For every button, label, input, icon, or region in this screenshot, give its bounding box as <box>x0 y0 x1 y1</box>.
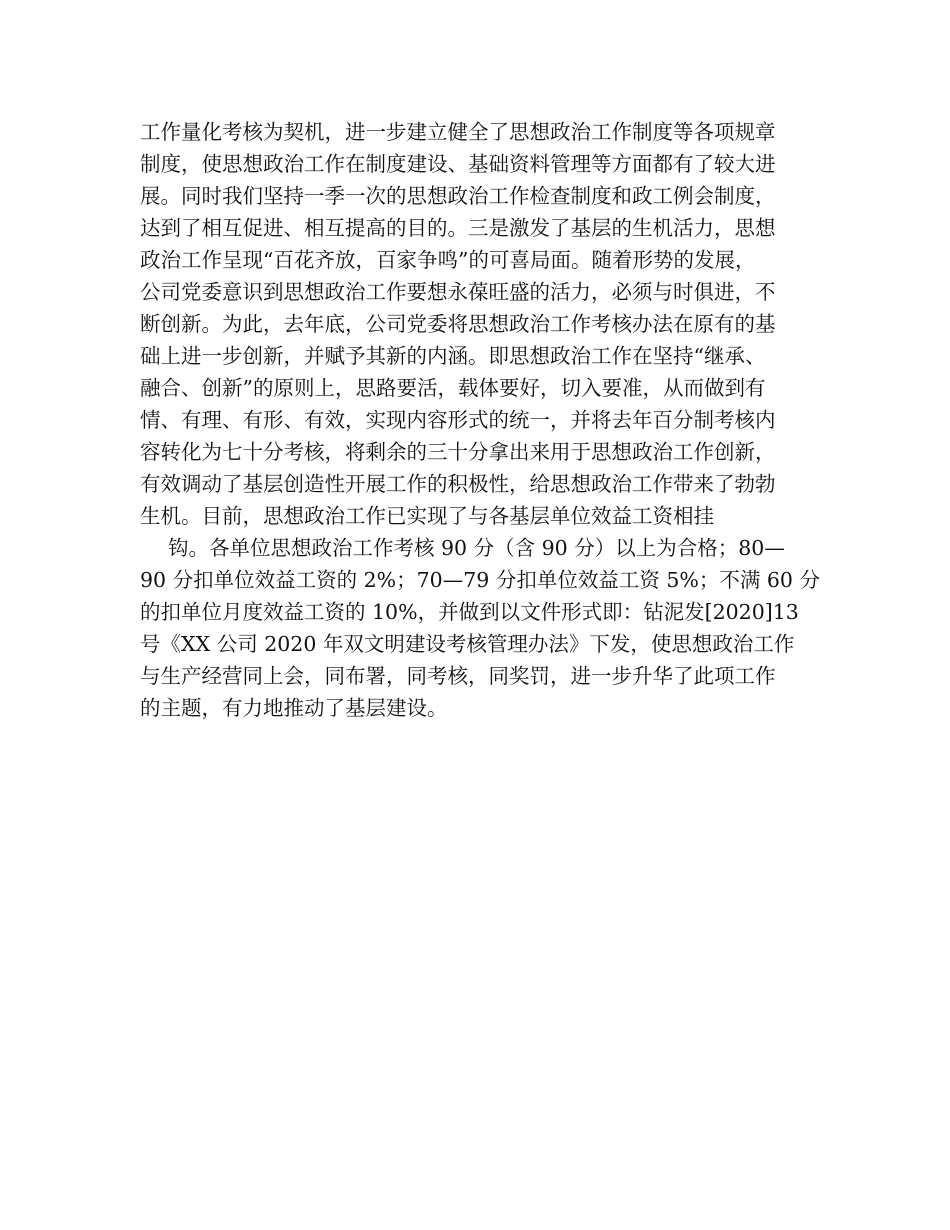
text-line: 展。同时我们坚持一季一次的思想政治工作检查制度和政工例会制度， <box>140 184 776 208</box>
text-line: 情、有理、有形、有效，实现内容形式的统一，并将去年百分制考核内 <box>140 408 776 432</box>
text-line: 础上进一步创新，并赋予其新的内涵。即思想政治工作在坚持“继承、 <box>140 344 766 368</box>
text-line: 公司党委意识到思想政治工作要想永葆旺盛的活力，必须与时俱进，不 <box>140 280 776 304</box>
text-line: 容转化为七十分考核，将剩余的三十分拿出来用于思想政治工作创新， <box>140 440 776 464</box>
document-body <box>140 116 820 724</box>
text-line: 的主题，有力地推动了基层建设。 <box>140 696 448 720</box>
paragraph-1 <box>140 116 820 532</box>
text-line: 钩。各单位思想政治工作考核 90 分（含 90 分）以上为合格；80— <box>168 536 785 560</box>
text-line: 90 分扣单位效益工资的 2%；70—79 分扣单位效益工资 5%；不满 60 分 <box>140 568 820 592</box>
text-line: 有效调动了基层创造性开展工作的积极性，给思想政治工作带来了勃勃 <box>140 472 776 496</box>
text-line: 号《XX 公司 2020 年双文明建设考核管理办法》下发，使思想政治工作 <box>140 632 795 656</box>
text-line: 的扣单位月度效益工资的 10%，并做到以文件形式即：钻泥发[2020]13 <box>140 600 799 624</box>
text-line: 制度，使思想政治工作在制度建设、基础资料管理等方面都有了较大进 <box>140 152 776 176</box>
text-line: 工作量化考核为契机，进一步建立健全了思想政治工作制度等各项规章 <box>140 120 776 144</box>
paragraph-2 <box>140 532 820 724</box>
text-line: 融合、创新”的原则上，思路要活，载体要好，切入要准，从而做到有 <box>140 376 766 400</box>
text-line: 生机。目前，思想政治工作已实现了与各基层单位效益工资相挂 <box>140 504 714 528</box>
text-line: 政治工作呈现“百花齐放，百家争鸣”的可喜局面。随着形势的发展， <box>140 248 756 272</box>
text-line: 达到了相互促进、相互提高的目的。三是激发了基层的生机活力，思想 <box>140 216 776 240</box>
text-line: 与生产经营同上会，同布署，同考核，同奖罚，进一步升华了此项工作 <box>140 664 776 688</box>
text-line: 断创新。为此，去年底，公司党委将思想政治工作考核办法在原有的基 <box>140 312 776 336</box>
